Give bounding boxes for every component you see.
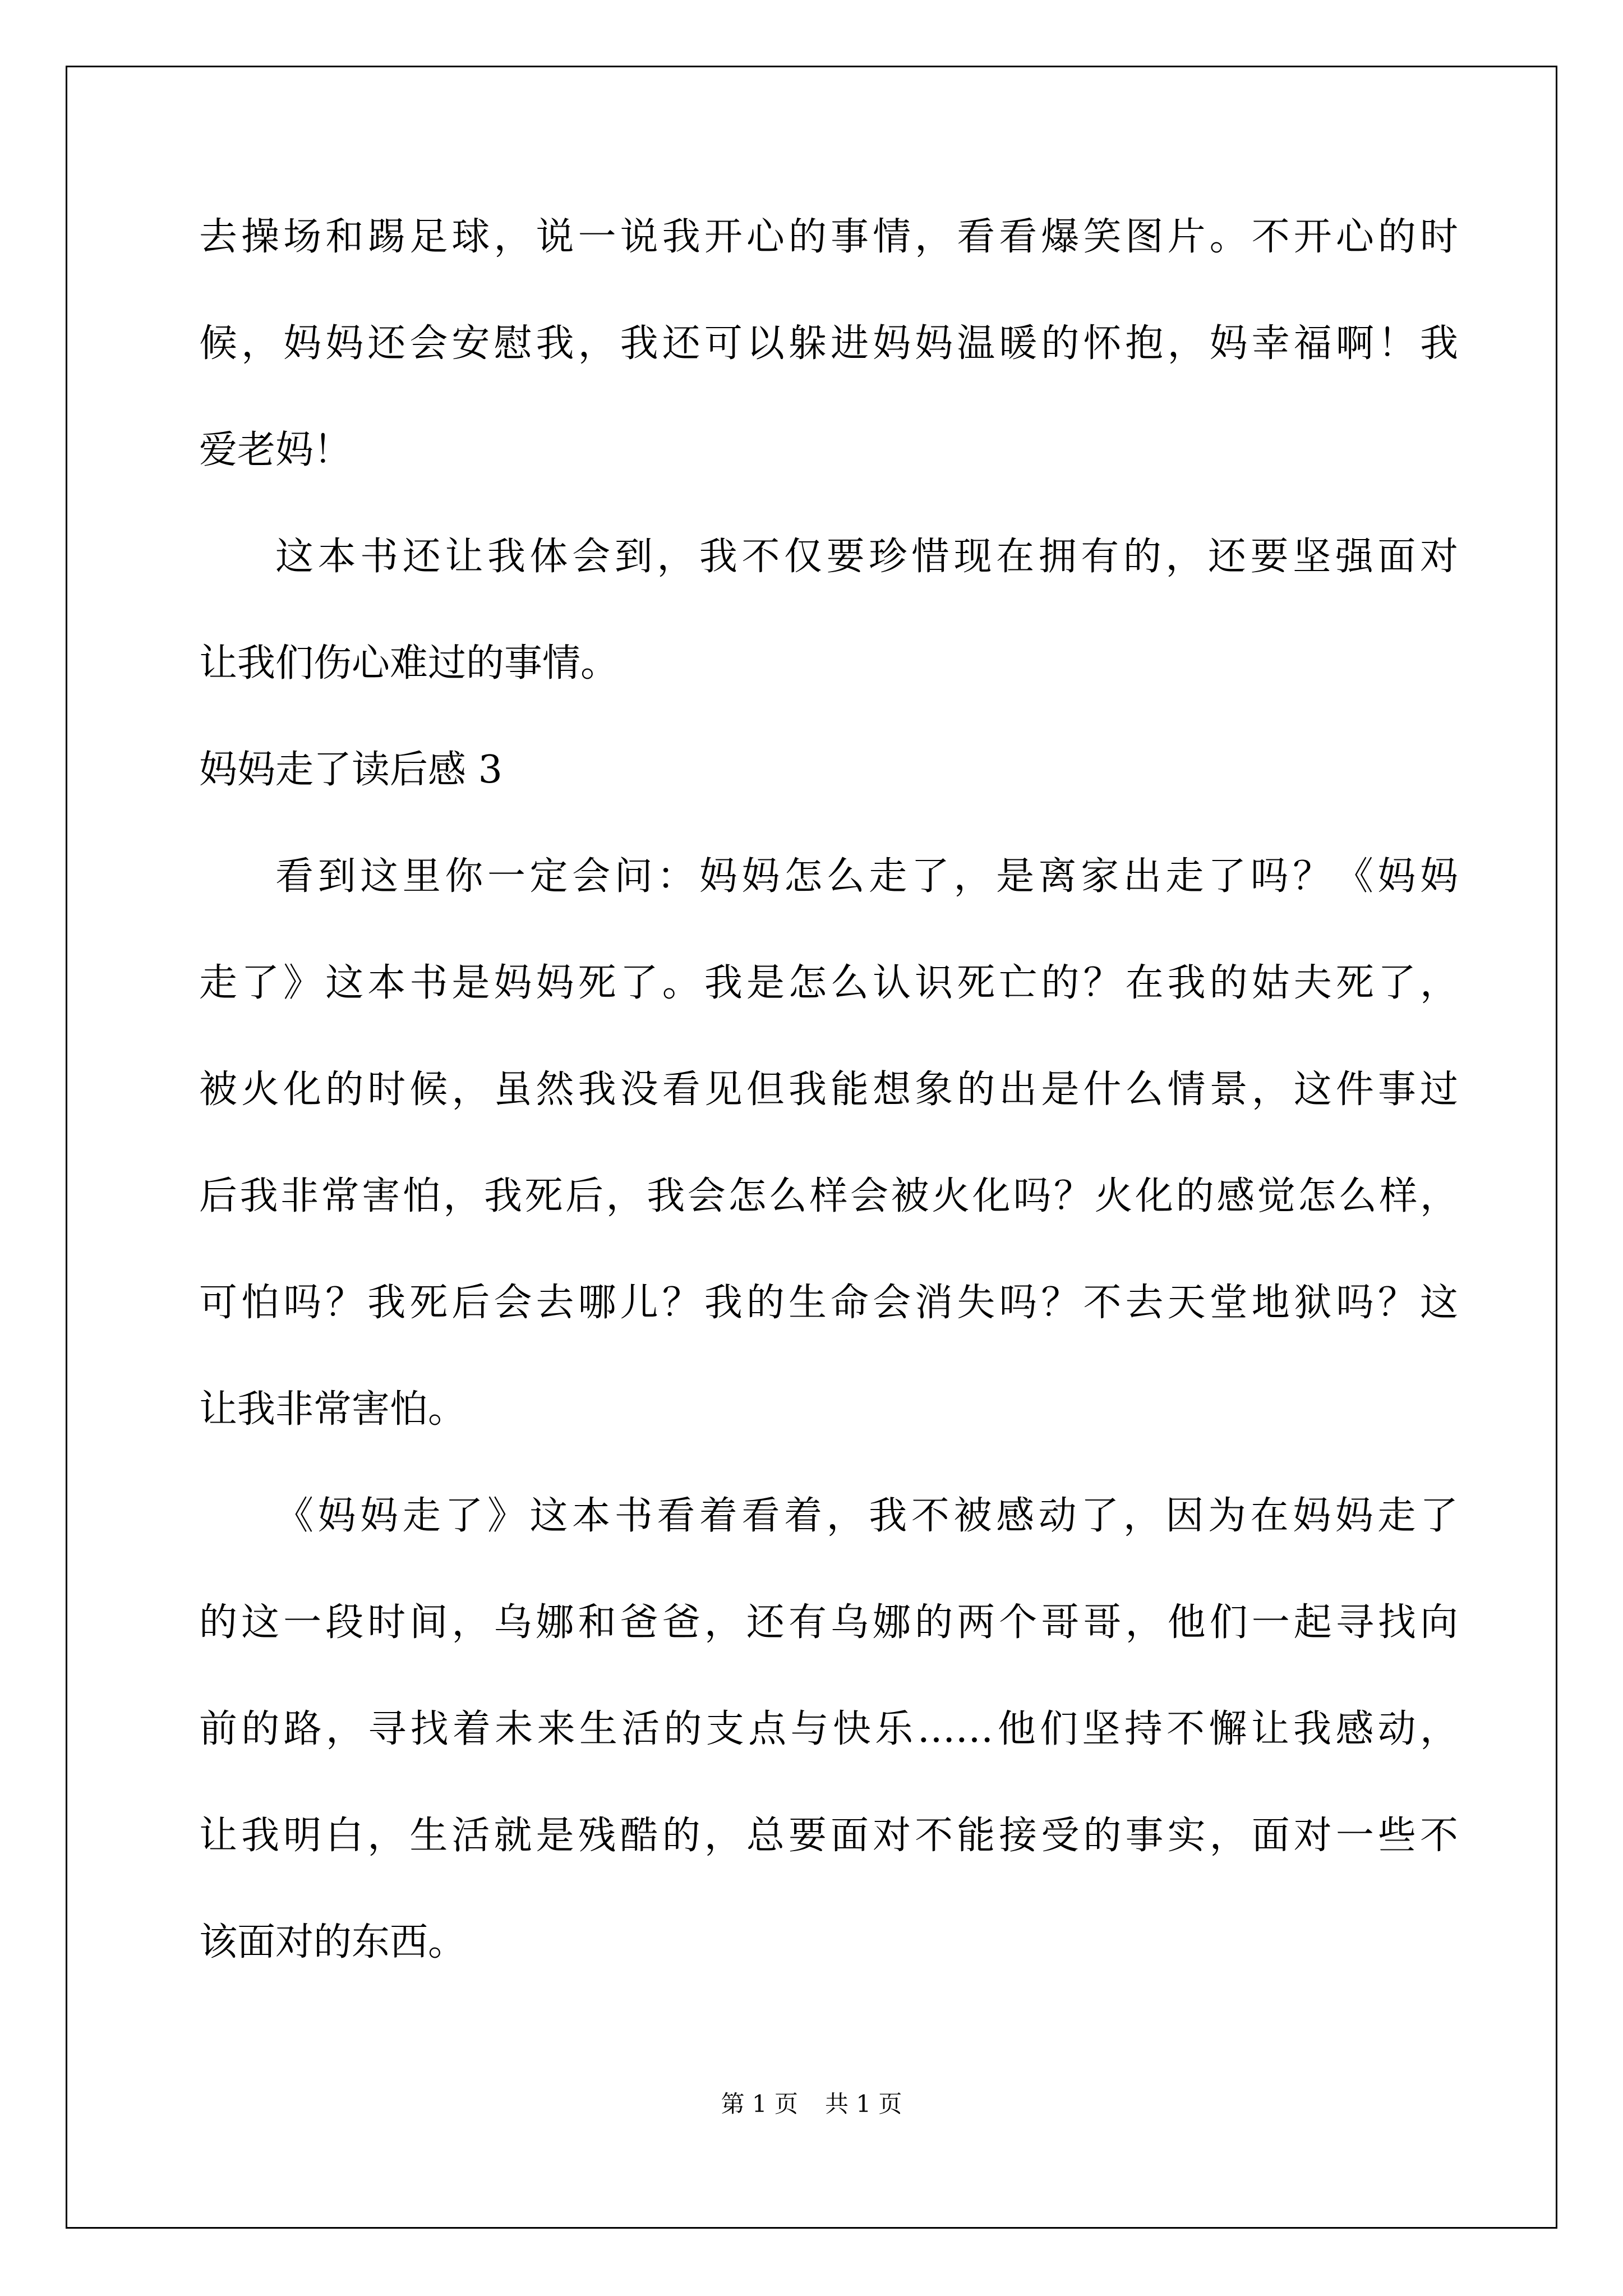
body-line: 爱老妈！ <box>199 428 352 472</box>
section-heading: 妈妈走了读后感 3 <box>199 748 502 792</box>
body-line: 可怕吗？我死后会去哪儿？我的生命会消失吗？不去天堂地狱吗？这 <box>199 1281 1458 1325</box>
page-total: 共 1 页 <box>825 2090 902 2118</box>
body-line: 《妈妈走了》这本书看着看着，我不被感动了，因为在妈妈走了 <box>275 1494 1458 1538</box>
body-line: 看到这里你一定会问：妈妈怎么走了，是离家出走了吗？《妈妈 <box>275 854 1458 899</box>
body-line: 候，妈妈还会安慰我，我还可以躲进妈妈温暖的怀抱，妈幸福啊！我 <box>199 321 1458 366</box>
body-line: 让我明白，生活就是残酷的，总要面对不能接受的事实，面对一些不 <box>199 1814 1458 1858</box>
page-number: 第 1 页 <box>721 2090 798 2118</box>
body-line: 的这一段时间，乌娜和爸爸，还有乌娜的两个哥哥，他们一起寻找向 <box>199 1600 1458 1645</box>
page-footer <box>0 2086 1623 2119</box>
body-line: 去操场和踢足球，说一说我开心的事情，看看爆笑图片。不开心的时 <box>199 215 1458 259</box>
body-line: 该面对的东西。 <box>199 1920 467 1964</box>
body-line: 前的路，寻找着未来生活的支点与快乐……他们坚持不懈让我感动， <box>199 1707 1458 1751</box>
body-line: 这本书还让我体会到，我不仅要珍惜现在拥有的，还要坚强面对 <box>275 535 1458 579</box>
document-body <box>199 184 1458 1996</box>
body-line: 让我们伤心难过的事情。 <box>199 641 619 685</box>
body-line: 后我非常害怕，我死后，我会怎么样会被火化吗？火化的感觉怎么样， <box>199 1174 1458 1218</box>
body-line: 让我非常害怕。 <box>199 1387 467 1432</box>
body-line: 被火化的时候，虽然我没看见但我能想象的出是什么情景，这件事过 <box>199 1068 1458 1112</box>
body-line: 走了》这本书是妈妈死了。我是怎么认识死亡的？在我的姑夫死了， <box>199 961 1458 1005</box>
